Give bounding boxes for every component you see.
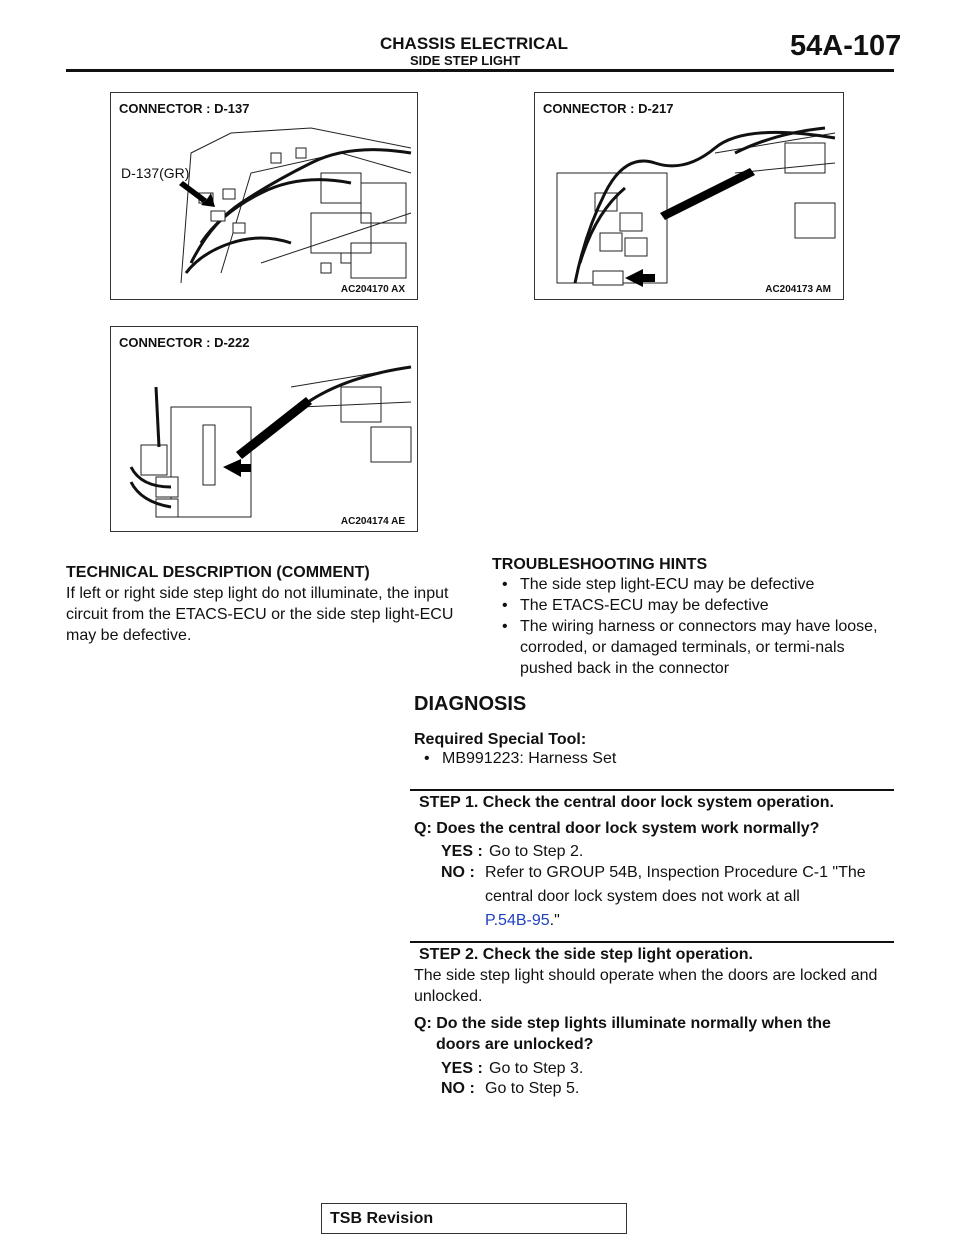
connector-callout: D-137(GR) [121,165,190,181]
figure-label: CONNECTOR : D-222 [119,335,250,350]
step-2-question-line-2: doors are unlocked? [436,1036,594,1053]
troubleshooting-heading: TROUBLESHOOTING HINTS [492,556,708,573]
figure-code: AC204173 AM [765,284,831,295]
wiring-illustration [535,93,843,299]
figure-label: CONNECTOR : D-137 [119,101,250,116]
wiring-illustration [111,93,417,299]
list-item: • The wiring harness or connectors may have loose, corroded, or damaged terminals, or termi-nals pushed back in the connector [500,616,895,679]
step-2-body: The side step light should operate when the doors are locked and unlocked. [414,967,878,1005]
special-tool-heading: Required Special Tool: [414,731,587,748]
step-2-yes-label: YES : [441,1060,483,1077]
special-tool-item: • MB991223: Harness Set [424,750,616,768]
figure-code: AC204174 AE [340,516,405,527]
section-title: CHASSIS ELECTRICAL [380,34,568,53]
diagnosis-heading: DIAGNOSIS [414,693,527,715]
wiring-illustration [111,327,417,531]
step-1-yes-label: YES : [441,843,483,860]
section-subtitle: SIDE STEP LIGHT [410,53,521,68]
page-reference-link[interactable]: P.54B-95 [485,912,550,929]
header-rule [66,69,894,72]
list-item: • The ETACS-ECU may be defective [500,595,895,616]
tsb-revision-label: TSB Revision [330,1210,434,1227]
step-2-title: STEP 2. Check the side step light operation. [419,946,753,963]
figure-code: AC204170 AX [340,284,405,295]
step-1-yes-text: Go to Step 2. [489,843,584,860]
step-1-no-text-tail: ." [549,912,560,929]
step-1-question: Q: Does the central door lock system work normally? [414,820,820,837]
step-2-question-line-1: Q: Do the side step lights illuminate normally when the [414,1015,831,1032]
step-divider [410,789,894,791]
step-2-no-label: NO : [441,1080,475,1097]
page-code: 54A-107 [790,30,902,62]
figure-connector-d217 [534,92,844,300]
step-2-question [414,1013,831,1055]
step-1-no-text [485,861,895,933]
troubleshooting-list [500,574,895,679]
step-divider [410,941,894,943]
step-1-no-label: NO : [441,864,475,881]
technical-description-body: If left or right side step light do not illuminate, the input circuit from the ETACS-ECU or the side step light-ECU may be defective. [66,585,454,644]
figure-connector-d137 [110,92,418,300]
step-2-yes-text: Go to Step 3. [489,1060,584,1077]
list-item: • The side step light-ECU may be defective [500,574,895,595]
tsb-revision-box [321,1203,627,1234]
step-2-no-text: Go to Step 5. [485,1080,580,1097]
figure-label: CONNECTOR : D-217 [543,101,674,116]
step-1-title: STEP 1. Check the central door lock system operation. [419,794,834,811]
figure-connector-d222 [110,326,418,532]
technical-description-heading: TECHNICAL DESCRIPTION (COMMENT) [66,564,370,581]
step-1-no-text-main: Refer to GROUP 54B, Inspection Procedure C-1 "The central door lock system does not work at all [485,864,866,905]
